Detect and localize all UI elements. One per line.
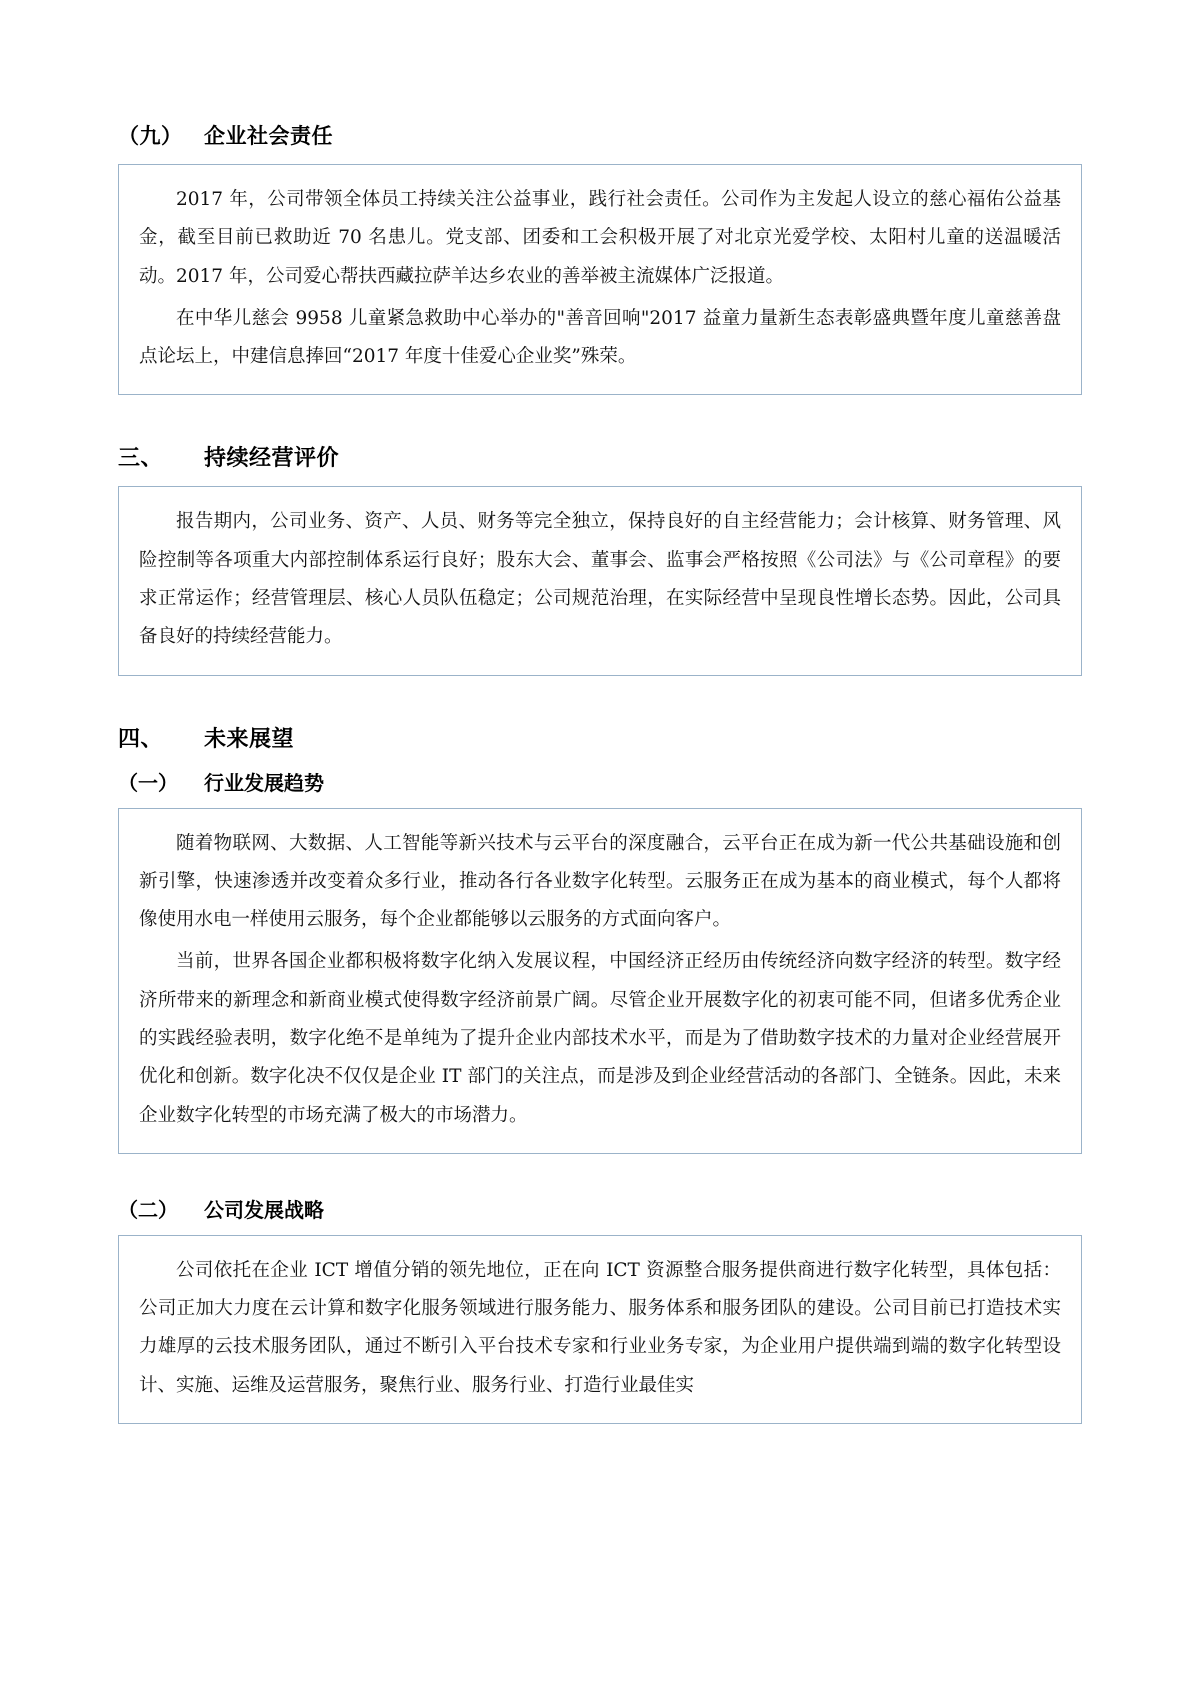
content-box-going-concern-evaluation	[118, 486, 1082, 675]
section-heading-industry-trend	[118, 767, 1082, 796]
section-heading-company-strategy	[118, 1194, 1082, 1223]
section-heading-future-outlook	[118, 722, 1082, 753]
paragraph: 当前，世界各国企业都积极将数字化纳入发展议程，中国经济正经历由传统经济向数字经济的转型。数字经济所带来的新理念和新商业模式使得数字经济前景广阔。尽管企业开展数字化的初衷可能不同，但诸多优秀企业的实践经验表明，数字化绝不是单纯为了提升企业内部技术水平，而是为了借助数字技术的力量对企业经营展开优化和创新。数字化决不仅仅是企业 IT 部门的关注点，而是涉及到企业经营活动的各部门、全链条。因此，未来企业数字化转型的市场充满了极大的市场潜力。	[139, 951, 1061, 1126]
paragraph: 在中华儿慈会 9958 儿童紧急救助中心举办的"善音回响"2017 益童力量新生态表彰盛典暨年度儿童慈善盘点论坛上，中建信息捧回“2017 年度十佳爱心企业奖”殊荣。	[139, 307, 1061, 368]
content-box-company-strategy	[118, 1235, 1082, 1424]
spacer	[118, 1160, 1082, 1194]
paragraph: 2017 年，公司带领全体员工持续关注公益事业，践行社会责任。公司作为主发起人设立的慈心福佑公益基金，截至目前已救助近 70 名患儿。党支部、团委和工会积极开展了对北京光爱学校、太阳村儿童的送温暖活动。2017 年，公司爱心帮扶西藏拉萨羊达乡农业的善举被主流媒体广泛报道。	[139, 189, 1061, 287]
section-number: （九）	[118, 123, 183, 148]
section-heading-corporate-social-responsibility	[118, 120, 1082, 150]
paragraph: 报告期内，公司业务、资产、人员、财务等完全独立，保持良好的自主经营能力；会计核算、财务管理、风险控制等各项重大内部控制体系运行良好；股东大会、董事会、监事会严格按照《公司法》与《公司章程》的要求正常运作；经营管理层、核心人员队伍稳定；公司规范治理，在实际经营中呈现良性增长态势。因此，公司具备良好的持续经营能力。	[139, 511, 1061, 648]
section-title: 公司发展战略	[204, 1197, 324, 1222]
section-number: （二）	[118, 1197, 178, 1222]
section-title: 持续经营评价	[204, 445, 340, 472]
section-number: 三、	[118, 445, 164, 472]
paragraph: 随着物联网、大数据、人工智能等新兴技术与云平台的深度融合，云平台正在成为新一代公共基础设施和创新引擎，快速渗透并改变着众多行业，推动各行各业数字化转型。云服务正在成为基本的商业模式，每个人都将像使用水电一样使用云服务，每个企业都能够以云服务的方式面向客户。	[139, 832, 1061, 931]
section-title: 行业发展趋势	[204, 770, 324, 795]
section-title: 企业社会责任	[204, 123, 333, 148]
content-box-industry-trend	[118, 808, 1082, 1154]
paragraph: 公司依托在企业 ICT 增值分销的领先地位，正在向 ICT 资源整合服务提供商进行数字化转型，具体包括：公司正加大力度在云计算和数字化服务领域进行服务能力、服务体系和服务团队的建设。公司目前已打造技术实力雄厚的云技术服务团队，通过不断引入平台技术专家和行业业务专家，为企业用户提供端到端的数字化转型设计、实施、运维及运营服务，聚焦行业、服务行业、打造行业最佳实	[139, 1259, 1061, 1396]
section-heading-going-concern-evaluation	[118, 441, 1082, 472]
content-box-corporate-social-responsibility	[118, 164, 1082, 395]
section-number: 四、	[118, 725, 164, 752]
section-title: 未来展望	[204, 725, 295, 752]
section-number: （一）	[118, 770, 178, 795]
